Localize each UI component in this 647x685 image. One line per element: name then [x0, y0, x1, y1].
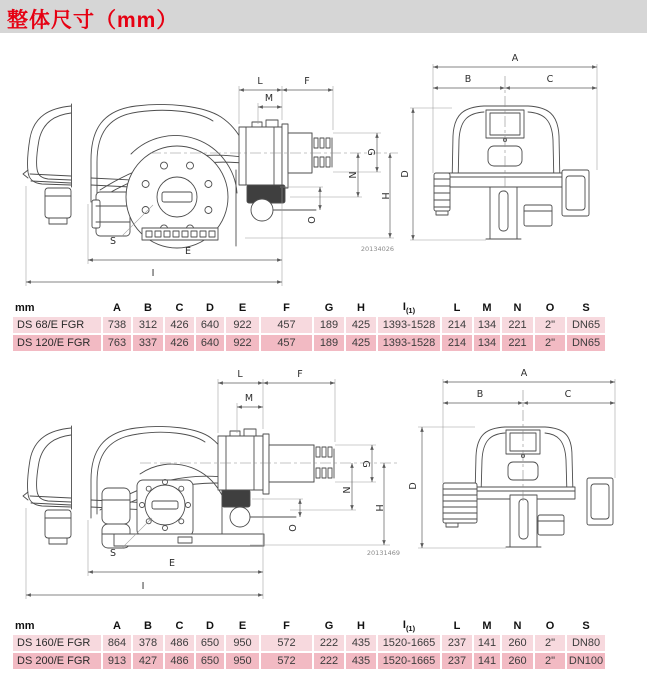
ghost-hood	[23, 104, 72, 224]
page-title: 整体尺寸（mm）	[7, 9, 179, 32]
column-header-unit: mm	[15, 620, 35, 633]
value-cell: 572	[261, 635, 312, 651]
burner-side-view-drawing-2	[0, 368, 405, 616]
value-cell: 221	[502, 317, 533, 333]
model-cell: DS 160/E FGR	[13, 635, 101, 651]
value-cell: 260	[502, 653, 533, 669]
dim-label-m: M	[264, 93, 274, 104]
dim-label-a: A	[520, 368, 528, 379]
burner-side-view-drawing-1	[0, 50, 405, 300]
value-cell: 237	[442, 653, 472, 669]
column-header-s: S	[582, 620, 590, 633]
burner-front-body	[467, 427, 575, 499]
value-cell: 435	[346, 653, 376, 669]
column-header-b: B	[144, 620, 152, 633]
value-cell: 2"	[535, 653, 565, 669]
column-header-a: A	[113, 302, 121, 315]
column-header-a: A	[113, 620, 121, 633]
value-cell: 222	[314, 635, 344, 651]
value-cell: 2"	[535, 635, 565, 651]
column-header-m: M	[482, 620, 492, 633]
dim-label-h: H	[373, 504, 384, 512]
front-pump	[524, 205, 552, 226]
drawing-number: 20131469	[366, 549, 400, 557]
model-cell: DS 120/E FGR	[13, 335, 101, 351]
value-cell: DN65	[567, 335, 605, 351]
dim-label-o: O	[286, 524, 297, 532]
column-header-i	[378, 619, 440, 633]
table-row	[13, 635, 605, 651]
dim-label-f: F	[297, 369, 303, 380]
value-cell: 640	[196, 317, 224, 333]
dim-label-c: C	[564, 389, 572, 400]
gas-train	[222, 490, 296, 527]
value-cell: 260	[502, 635, 533, 651]
blast-tube	[218, 429, 334, 494]
value-cell: 141	[474, 635, 500, 651]
value-cell: 457	[261, 317, 312, 333]
table-header-row	[13, 619, 605, 633]
value-cell: 738	[103, 317, 131, 333]
value-cell: DN80	[567, 635, 605, 651]
dim-label-g: G	[365, 148, 376, 156]
value-cell: 1520-1665	[378, 635, 440, 651]
column-header-n: N	[513, 302, 522, 315]
value-cell: 650	[196, 635, 224, 651]
value-cell: 1393-1528	[378, 335, 440, 351]
dim-label-a: A	[511, 53, 519, 64]
dim-label-e: E	[184, 246, 192, 257]
dim-label-i: I	[141, 581, 145, 592]
dim-label-b: B	[464, 74, 472, 85]
flange-disc	[126, 146, 228, 248]
column-header-d: D	[206, 620, 214, 633]
value-cell: 1520-1665	[378, 653, 440, 669]
column-header-f: F	[283, 302, 290, 315]
blast-tube	[239, 120, 332, 188]
value-cell: DN65	[567, 317, 605, 333]
column-header-h: H	[357, 620, 365, 633]
column-header-o: O	[545, 620, 555, 633]
value-cell: 922	[226, 317, 259, 333]
section-title-bar	[0, 0, 647, 33]
value-cell: 640	[196, 335, 224, 351]
value-cell: 486	[165, 635, 194, 651]
table-header-row	[13, 301, 605, 315]
value-cell: 221	[502, 335, 533, 351]
column-header-e: E	[238, 302, 247, 315]
column-header-unit: mm	[15, 302, 35, 315]
value-cell: 237	[442, 635, 472, 651]
burner-front-view-drawing-1	[400, 50, 647, 300]
value-cell: 864	[103, 635, 131, 651]
dim-label-d: D	[400, 170, 411, 178]
dim-label-c: C	[546, 74, 554, 85]
column-header-c: C	[175, 620, 184, 633]
value-cell: 134	[474, 335, 500, 351]
dim-label-n: N	[340, 486, 351, 494]
column-header-n: N	[513, 620, 522, 633]
column-header-c: C	[175, 302, 184, 315]
column-header-m: M	[482, 302, 492, 315]
burner-front-body	[446, 106, 562, 187]
dim-label-e: E	[168, 558, 176, 569]
front-motor	[434, 173, 450, 215]
value-cell: 2"	[535, 317, 565, 333]
column-header-f: F	[283, 620, 290, 633]
table-row	[13, 335, 605, 351]
value-cell: 378	[133, 635, 163, 651]
value-cell: 913	[103, 653, 131, 669]
value-cell: 427	[133, 653, 163, 669]
value-cell: 425	[346, 335, 376, 351]
column-header-g: G	[324, 620, 334, 633]
column-header-s: S	[582, 302, 590, 315]
value-cell: 1393-1528	[378, 317, 440, 333]
dimensions-table-1	[11, 299, 607, 353]
value-cell: 141	[474, 653, 500, 669]
value-cell: 922	[226, 335, 259, 351]
value-cell: 425	[346, 317, 376, 333]
value-cell: 435	[346, 635, 376, 651]
dim-label-f: F	[304, 76, 310, 87]
column-header-i-subscript: (1)	[405, 624, 416, 634]
value-cell: 572	[261, 653, 312, 669]
dim-label-o: O	[305, 216, 316, 224]
value-cell: 426	[165, 317, 194, 333]
dim-label-g: G	[360, 460, 371, 468]
value-cell: 214	[442, 335, 472, 351]
value-cell: 222	[314, 653, 344, 669]
front-control-box	[587, 478, 613, 525]
value-cell: 457	[261, 335, 312, 351]
dim-label-i: I	[151, 268, 155, 279]
value-cell: 486	[165, 653, 194, 669]
dim-label-s: S	[109, 236, 117, 247]
column-header-l: L	[453, 620, 461, 633]
value-cell: 214	[442, 317, 472, 333]
value-cell: 189	[314, 335, 344, 351]
column-header-i-label: I	[402, 619, 406, 631]
dim-label-s: S	[109, 548, 117, 559]
table-row	[13, 317, 605, 333]
ghost-hood	[23, 426, 72, 544]
column-header-i-label: I	[402, 301, 406, 313]
dimensions-table-2	[11, 617, 607, 671]
column-header-l: L	[453, 302, 461, 315]
column-header-i	[378, 301, 440, 315]
table-row	[13, 653, 605, 669]
front-pump	[538, 515, 564, 535]
value-cell: 337	[133, 335, 163, 351]
value-cell: 189	[314, 317, 344, 333]
column-header-o: O	[545, 302, 555, 315]
value-cell: DN100	[568, 655, 604, 668]
dim-label-b: B	[476, 389, 484, 400]
value-cell: 312	[133, 317, 163, 333]
column-header-b: B	[144, 302, 152, 315]
value-cell: 763	[103, 335, 131, 351]
value-cell: 950	[226, 635, 259, 651]
dim-label-h: H	[379, 192, 390, 200]
value-cell: 134	[474, 317, 500, 333]
value-cell: 650	[196, 653, 224, 669]
front-blast-tube	[506, 495, 541, 547]
column-header-i-subscript: (1)	[405, 306, 416, 316]
model-cell: DS 68/E FGR	[13, 317, 101, 333]
column-header-d: D	[206, 302, 214, 315]
value-cell: 426	[165, 335, 194, 351]
model-cell: DS 200/E FGR	[13, 653, 101, 669]
front-control-box	[562, 170, 589, 216]
burner-front-view-drawing-2	[400, 368, 647, 616]
dim-label-m: M	[244, 393, 254, 404]
front-blast-tube	[486, 187, 521, 239]
column-header-g: G	[324, 302, 334, 315]
dim-label-d: D	[408, 482, 419, 490]
dim-label-l: L	[237, 369, 243, 380]
column-header-h: H	[357, 302, 365, 315]
dim-label-l: L	[257, 76, 263, 87]
drawing-number: 20134026	[360, 245, 394, 253]
dim-label-n: N	[346, 171, 357, 179]
value-cell: 950	[226, 653, 259, 669]
value-cell: 2"	[535, 335, 565, 351]
column-header-e: E	[238, 620, 247, 633]
front-motor	[443, 483, 477, 527]
